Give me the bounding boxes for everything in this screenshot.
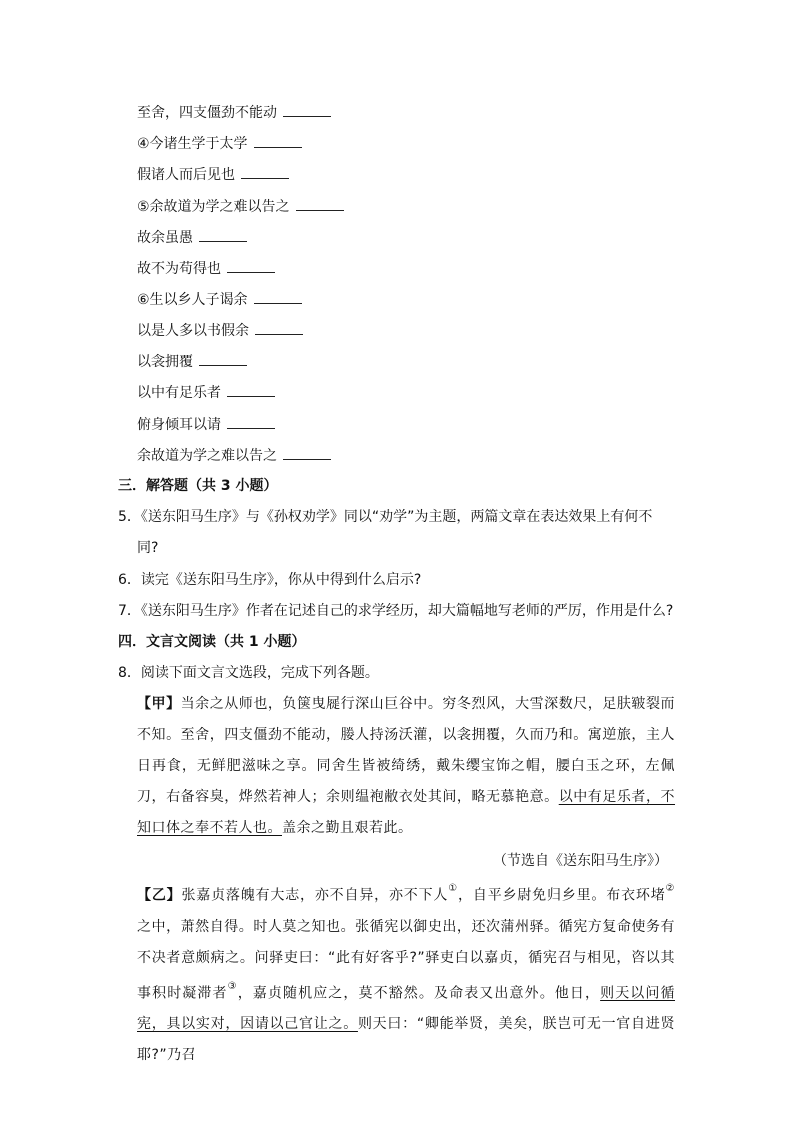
fill-item-text: 余故道为学之难以告之 (137, 448, 277, 464)
answer-blank[interactable] (227, 414, 275, 429)
passage-text: ，嘉贞随机应之，莫不豁然。及命表又出意外。他日， (237, 985, 601, 1002)
passage-jia (137, 689, 675, 844)
passage-text: 则天曰：“卿能举贤，美矣，朕岂可无一官自进贤耶?”乃召 (137, 1016, 675, 1064)
answer-blank[interactable] (283, 102, 331, 117)
fill-item (137, 382, 275, 403)
answer-blank[interactable] (227, 258, 275, 273)
question-8: 8．阅读下面文言文选段，完成下列各题。 (118, 665, 379, 681)
fill-item-text: 至舍，四支僵劲不能动 (137, 105, 277, 121)
fill-item (137, 445, 331, 466)
passage-text: ，自平乡尉免归乡里。布衣环堵 (458, 887, 666, 904)
answer-blank[interactable] (199, 351, 247, 366)
answer-blank[interactable] (254, 133, 302, 148)
passage-label: 【甲】 (137, 696, 181, 712)
section-heading: 四．文言文阅读（共 1 小题） (118, 634, 306, 650)
answer-blank[interactable] (199, 227, 247, 242)
passage-text: 张嘉贞落魄有大志，亦不自异，亦不下人 (181, 887, 449, 904)
passage-text: 当余之从师也，负箧曳屣行深山巨谷中。穷冬烈风，大雪深数尺，足肤皲裂而不知。至舍，四支僵劲不能动，媵人持汤沃灌，以衾拥覆，久而乃和。寓逆旅，主人日再食，无鲜肥滋味之享。同舍生皆被绮绣，戴朱缨宝饰之帽，腰白玉之环，左佩刀，右备容臭，烨然若神人；余则缊袍敝衣处其间，略无慕艳意。 (137, 696, 675, 805)
passage-text: 之中，萧然自得。时人莫之知也。张循宪以御史出，还次蒲州驿。循宪方复命使务有不决者意颇病之。问驿吏曰：“此有好客乎?”驿吏白以嘉贞，循宪召与相见，咨以其事积时凝滞者 (137, 918, 675, 1002)
fill-item-text: ⑥生以乡人子谒余 (137, 292, 248, 308)
answer-blank[interactable] (296, 196, 344, 211)
fill-item (137, 102, 331, 123)
underlined-sentence: 则天以问循宪，具以实对，因请以己官让之。 (137, 985, 676, 1033)
passage-source: （节选自《送东阳马生序》） (493, 853, 668, 869)
question-5-line1: 5．《送东阳马生序》与《孙权劝学》同以“劝学”为主题，两篇文章在表达效果上有何不 (118, 509, 653, 525)
question-6: 6．读完《送东阳马生序》，你从中得到什么启示? (118, 572, 422, 588)
underlined-sentence: 以中有足乐者，不知口体之奉不若人也。 (137, 789, 676, 836)
answer-blank[interactable] (283, 445, 331, 460)
question-7: 7．《送东阳马生序》作者在记述自己的求学经历，却大篇幅地写老师的严厉，作用是什么? (118, 603, 674, 619)
fill-item-text: 以衾拥覆 (137, 354, 193, 370)
fill-item (137, 133, 302, 154)
fill-item-text: 以中有足乐者 (137, 385, 221, 401)
fill-item (137, 164, 289, 185)
footnote-marker: ③ (227, 980, 238, 992)
footnote-marker: ① (448, 883, 459, 894)
fill-item (137, 289, 302, 310)
passage-label: 【乙】 (137, 887, 182, 904)
answer-blank[interactable] (241, 164, 289, 179)
footnote-marker: ② (665, 883, 676, 894)
fill-item (137, 196, 344, 217)
fill-item (137, 227, 247, 248)
answer-blank[interactable] (254, 289, 302, 304)
fill-item-text: 假诸人而后见也 (137, 167, 235, 183)
fill-item-text: 故余虽愚 (137, 230, 193, 246)
fill-item-text: ⑤余故道为学之难以告之 (137, 199, 290, 215)
fill-item (137, 351, 247, 372)
answer-blank[interactable] (227, 382, 275, 397)
passage-text: 盖余之勤且艰若此。 (282, 820, 413, 836)
fill-item (137, 414, 275, 435)
fill-item-text: 俯身倾耳以请 (137, 417, 221, 433)
fill-item (137, 320, 303, 341)
section-heading: 三．解答题（共 3 小题） (118, 478, 278, 494)
passage-yi (137, 876, 675, 1071)
fill-item-text: 以是人多以书假余 (137, 323, 249, 339)
fill-item-text: ④今诸生学于太学 (137, 136, 248, 152)
fill-item (137, 258, 275, 279)
answer-blank[interactable] (255, 320, 303, 335)
fill-item-text: 故不为苟得也 (137, 261, 221, 277)
question-5-line2: 同? (137, 540, 159, 556)
